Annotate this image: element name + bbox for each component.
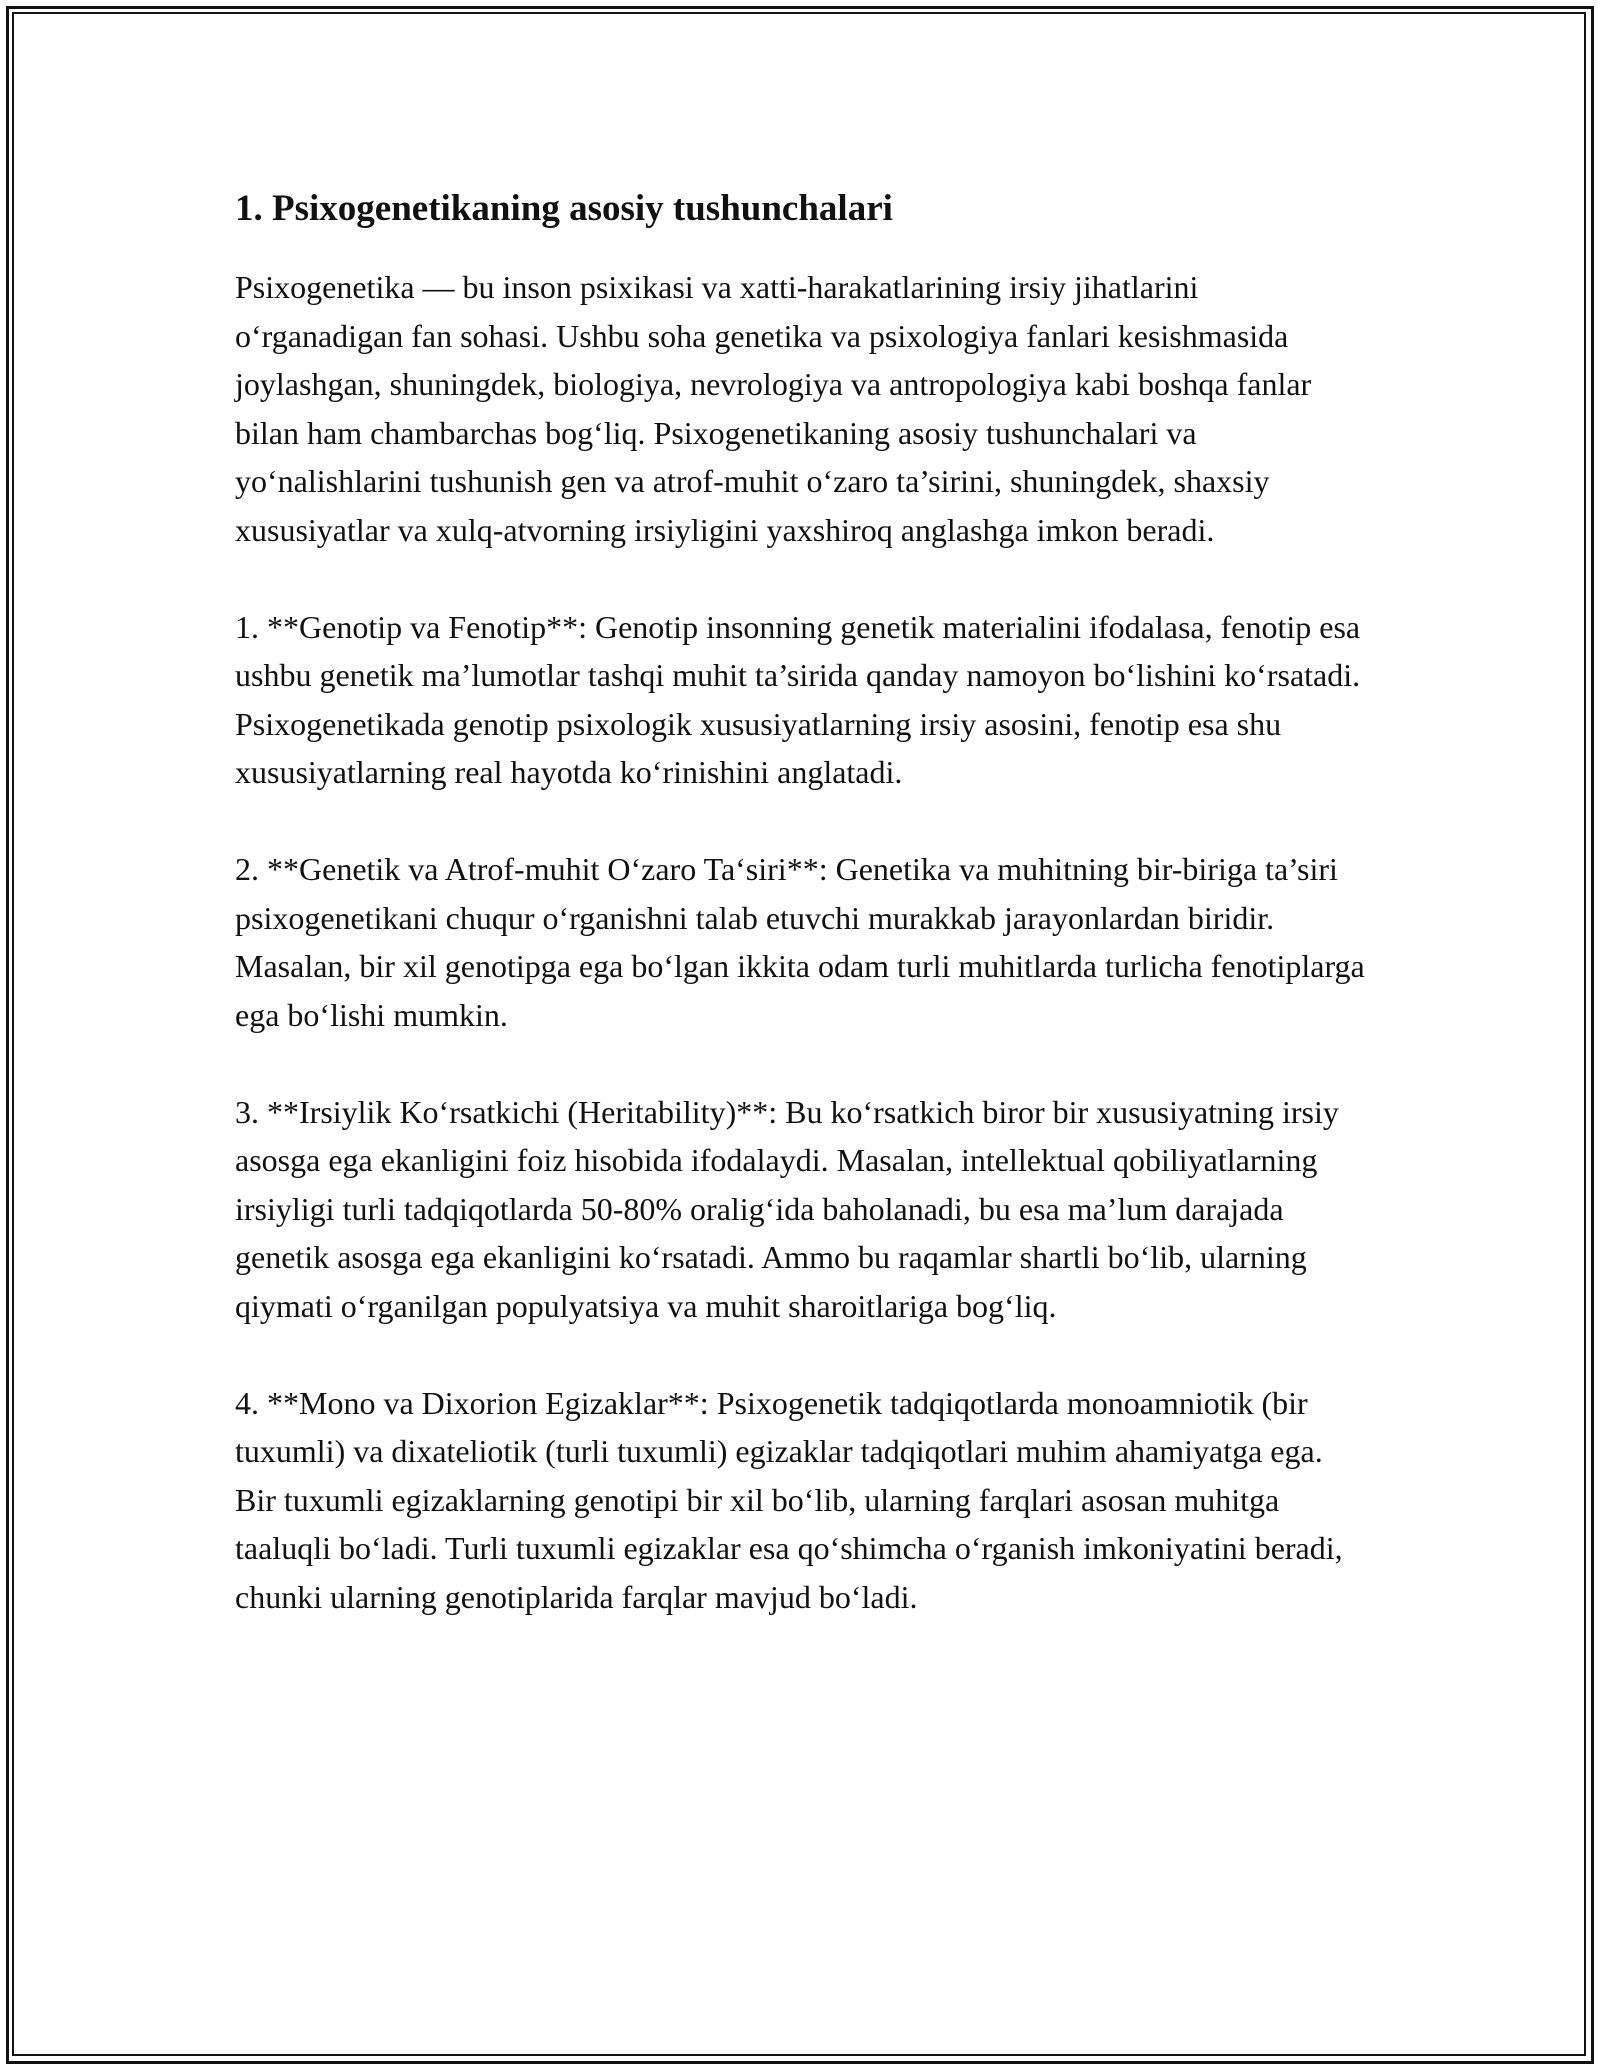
intro-paragraph: Psixogenetika — bu inson psixikasi va xatti-harakatlarining irsiy jihatlarini o‘rganadigan fan sohasi. Ushbu soha genetika va psixologiya fanlari kesishmasida joylashgan, shuningdek, biologiya, nevrologiya va antropologiya kabi boshqa fanlar bilan ham chambarchas bog‘liq. Psixogenetikaning asosiy tushunchalari va yo‘nalishlarini tushunish gen va atrof-muhit o‘zaro ta’sirini, shuningdek, shaxsiy xususiyatlar va xulq-atvorning irsiyligini yaxshiroq anglashga imkon beradi. (235, 269, 1312, 548)
document-page (235, 185, 1365, 1670)
document-title: 1. Psixogenetikaning asosiy tushunchalari (235, 188, 893, 229)
genotype-phenotype-paragraph: 1. **Genotip va Fenotip**: Genotip insonning genetik materialini ifodalasa, fenotip esa ushbu genetik ma’lumotlar tashqi muhit ta’sirida qanday namoyon bo‘lishini ko‘rsatadi. Psixogenetikada genotip psixologik xususiyatlarning irsiy asosini, fenotip esa shu xususiyatlarning real hayotda ko‘rinishini anglatadi. (235, 608, 1361, 791)
twins-paragraph: 4. **Mono va Dixorion Egizaklar**: Psixogenetik tadqiqotlarda monoamniotik (bir tuxumli) va dixateliotik (turli tuxumli) egizaklar tadqiqotlari muhim ahamiyatga ega. Bir tuxumli egizaklarning genotipi bir xil bo‘lib, ularning farqlari asosan muhitga taaluqli bo‘ladi. Turli tuxumli egizaklar esa qo‘shimcha o‘rganish imkoniyatini beradi, chunki ularning genotiplarida farqlar mavjud bo‘ladi. (235, 1384, 1343, 1615)
gene-environment-paragraph: 2. **Genetik va Atrof-muhit O‘zaro Ta‘siri**: Genetika va muhitning bir-biriga ta’siri psixogenetikani chuqur o‘rganishni talab etuvchi murakkab jarayonlardan biridir. Masalan, bir xil genotipga ega bo‘lgan ikkita odam turli muhitlarda turlicha fenotiplarga ega bo‘lishi mumkin. (235, 851, 1365, 1033)
heritability-paragraph: 3. **Irsiylik Ko‘rsatkichi (Heritability)**: Bu ko‘rsatkich biror bir xususiyatning irsiy asosga ega ekanligini foiz hisobida ifodalaydi. Masalan, intellektual qobiliyatlarning irsiyligi turli tadqiqotlarda 50-80% oralig‘ida baholanadi, bu esa ma’lum darajada genetik asosga ega ekanligini ko‘rsatadi. Ammo bu raqamlar shartli bo‘lib, ularning qiymati o‘rganilgan populyatsiya va muhit sharoitlariga bog‘liq. (235, 1093, 1339, 1324)
